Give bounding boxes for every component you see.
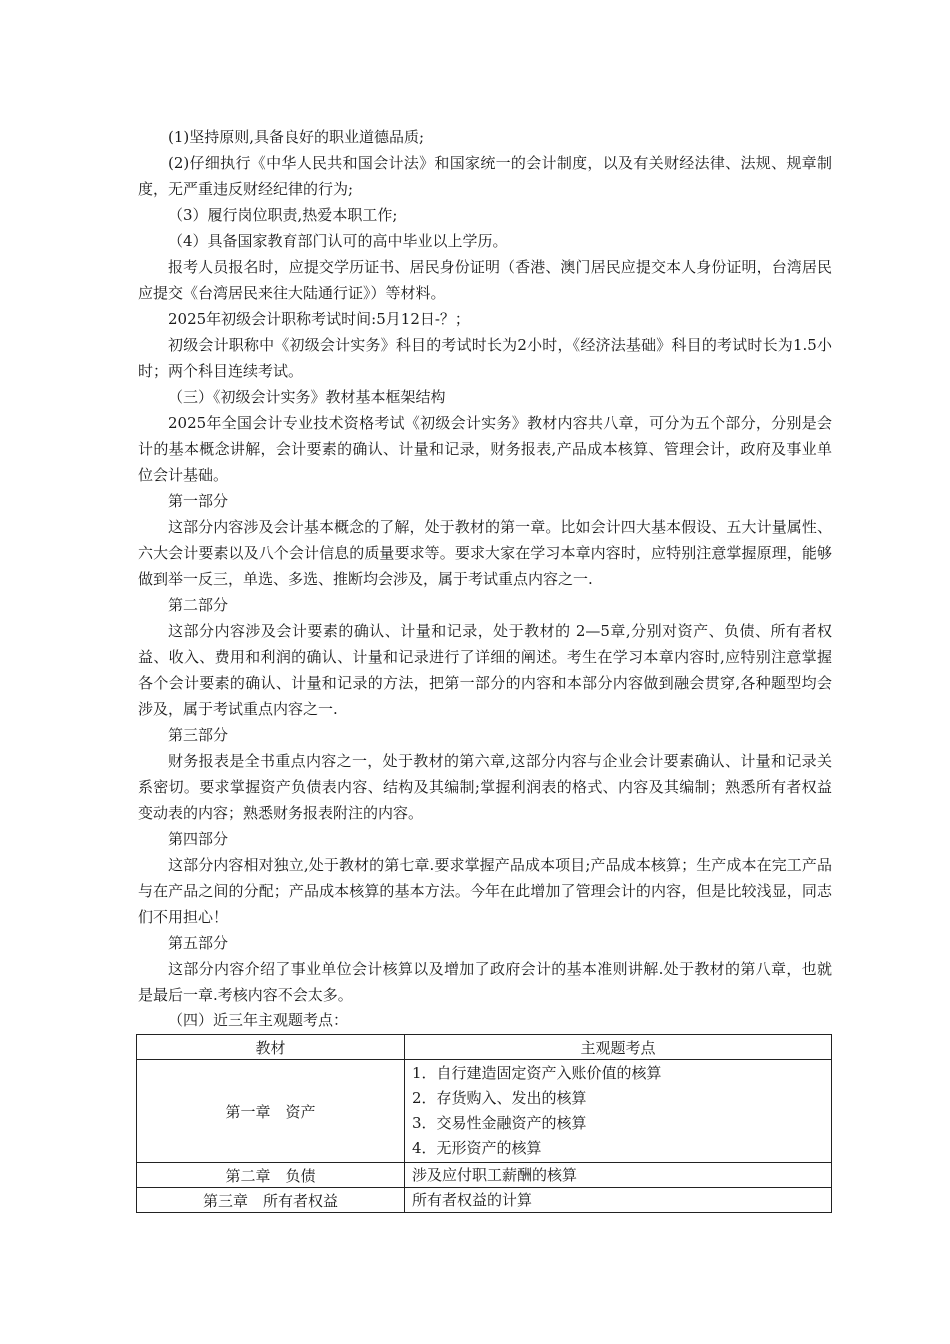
paragraph-requirement-1: (1)坚持原则,具备良好的职业道德品质;: [168, 128, 425, 146]
table-row: [137, 1163, 832, 1188]
paragraph-textbook-overview: 2025年全国会计专业技术资格考试《初级会计实务》教材内容共八章，可分为五个部分，分别是会计的基本概念讲解，会计要素的确认、计量和记录，财务报表,产品成本核算、管理会计，政府及事业单位会计基础。: [138, 414, 832, 484]
part-heading-1: 第一部分: [168, 492, 229, 510]
paragraph-part-1: 这部分内容涉及会计基本概念的了解，处于教材的第一章。比如会计四大基本假设、五大计量属性、六大会计要素以及八个会计信息的质量要求等。要求大家在学习本章内容时，应特别注意掌握原理，能够做到举一反三，单选、多选、推断均会涉及，属于考试重点内容之一.: [138, 518, 832, 588]
table-header-row: [137, 1035, 832, 1060]
table-header-textbook: 教材: [137, 1035, 405, 1060]
paragraph-registration-materials: 报考人员报名时，应提交学历证书、居民身份证明（香港、澳门居民应提交本人身份证明，台湾居民应提交《台湾居民来往大陆通行证》）等材料。: [138, 258, 832, 302]
table-cell-points: [405, 1163, 832, 1188]
table-cell-points: [405, 1188, 832, 1213]
section-heading-3: （三）《初级会计实务》教材基本框架结构: [168, 388, 446, 406]
paragraph-requirement-3: （3）履行岗位职责,热爱本职工作;: [168, 206, 398, 224]
paragraph-part-2: 这部分内容涉及会计要素的确认、计量和记录，处于教材的 2—5章,分别对资产、负债、所有者权益、收入、费用和利润的确认、计量和记录进行了详细的阐述。考生在学习本章内容时,应特别注意掌握各个会计要素的确认、计量和记录的方法，把第一部分的内容和本部分内容做到融会贯穿,各种题型均会涉及，属于考试重点内容之一.: [138, 622, 832, 718]
part-heading-4: 第四部分: [168, 830, 229, 848]
paragraph-part-5: 这部分内容介绍了事业单位会计核算以及增加了政府会计的基本准则讲解.处于教材的第八章，也就是最后一章.考核内容不会太多。: [138, 960, 832, 1004]
paragraph-requirement-2: (2)仔细执行《中华人民共和国会计法》和国家统一的会计制度，以及有关财经法律、法规、规章制度，无严重违反财经纪律的行为;: [138, 154, 832, 198]
paragraph-exam-duration: 初级会计职称中《初级会计实务》科目的考试时长为2小时，《经济法基础》科目的考试时长为1.5小时；两个科目连续考试。: [138, 336, 832, 380]
paragraph-part-4: 这部分内容相对独立,处于教材的第七章.要求掌握产品成本项目;产品成本核算；生产成本在完工产品与在产品之间的分配；产品成本核算的基本方法。今年在此增加了管理会计的内容，但是比较浅显，同志们不用担心！: [138, 856, 832, 926]
section-heading-4: （四）近三年主观题考点：: [168, 1011, 349, 1029]
part-heading-3: 第三部分: [168, 726, 229, 744]
exam-point-item: 所有者权益的计算: [412, 1191, 533, 1209]
table-cell-chapter: 第一章 资产: [137, 1060, 405, 1163]
table-cell-chapter: 第二章 负债: [137, 1163, 405, 1188]
paragraph-part-3: 财务报表是全书重点内容之一，处于教材的第六章,这部分内容与企业会计要素确认、计量和记录关系密切。要求掌握资产负债表内容、结构及其编制;掌握利润表的格式、内容及其编制；熟悉所有者权益变动表的内容；熟悉财务报表附注的内容。: [138, 752, 832, 822]
table-row: [137, 1060, 832, 1163]
document-body: [138, 124, 832, 1213]
paragraph-requirement-4: （4）具备国家教育部门认可的高中毕业以上学历。: [168, 232, 508, 250]
table-row: [137, 1188, 832, 1213]
exam-point-item: 1．自行建造固定资产入账价值的核算: [412, 1064, 662, 1082]
table-header-exam-points: 主观题考点: [405, 1035, 832, 1060]
part-heading-2: 第二部分: [168, 596, 229, 614]
table-cell-points: [405, 1060, 832, 1163]
table-cell-chapter: 第三章 所有者权益: [137, 1188, 405, 1213]
exam-points-table: [136, 1034, 832, 1213]
exam-point-item: 2．存货购入、发出的核算: [412, 1089, 587, 1107]
exam-point-item: 4．无形资产的核算: [412, 1139, 542, 1157]
exam-point-item: 涉及应付职工薪酬的核算: [412, 1166, 578, 1184]
part-heading-5: 第五部分: [168, 934, 229, 952]
paragraph-exam-date: 2025年初级会计职称考试时间:5月12日-？；: [168, 310, 470, 328]
exam-point-item: 3．交易性金融资产的核算: [412, 1114, 587, 1132]
